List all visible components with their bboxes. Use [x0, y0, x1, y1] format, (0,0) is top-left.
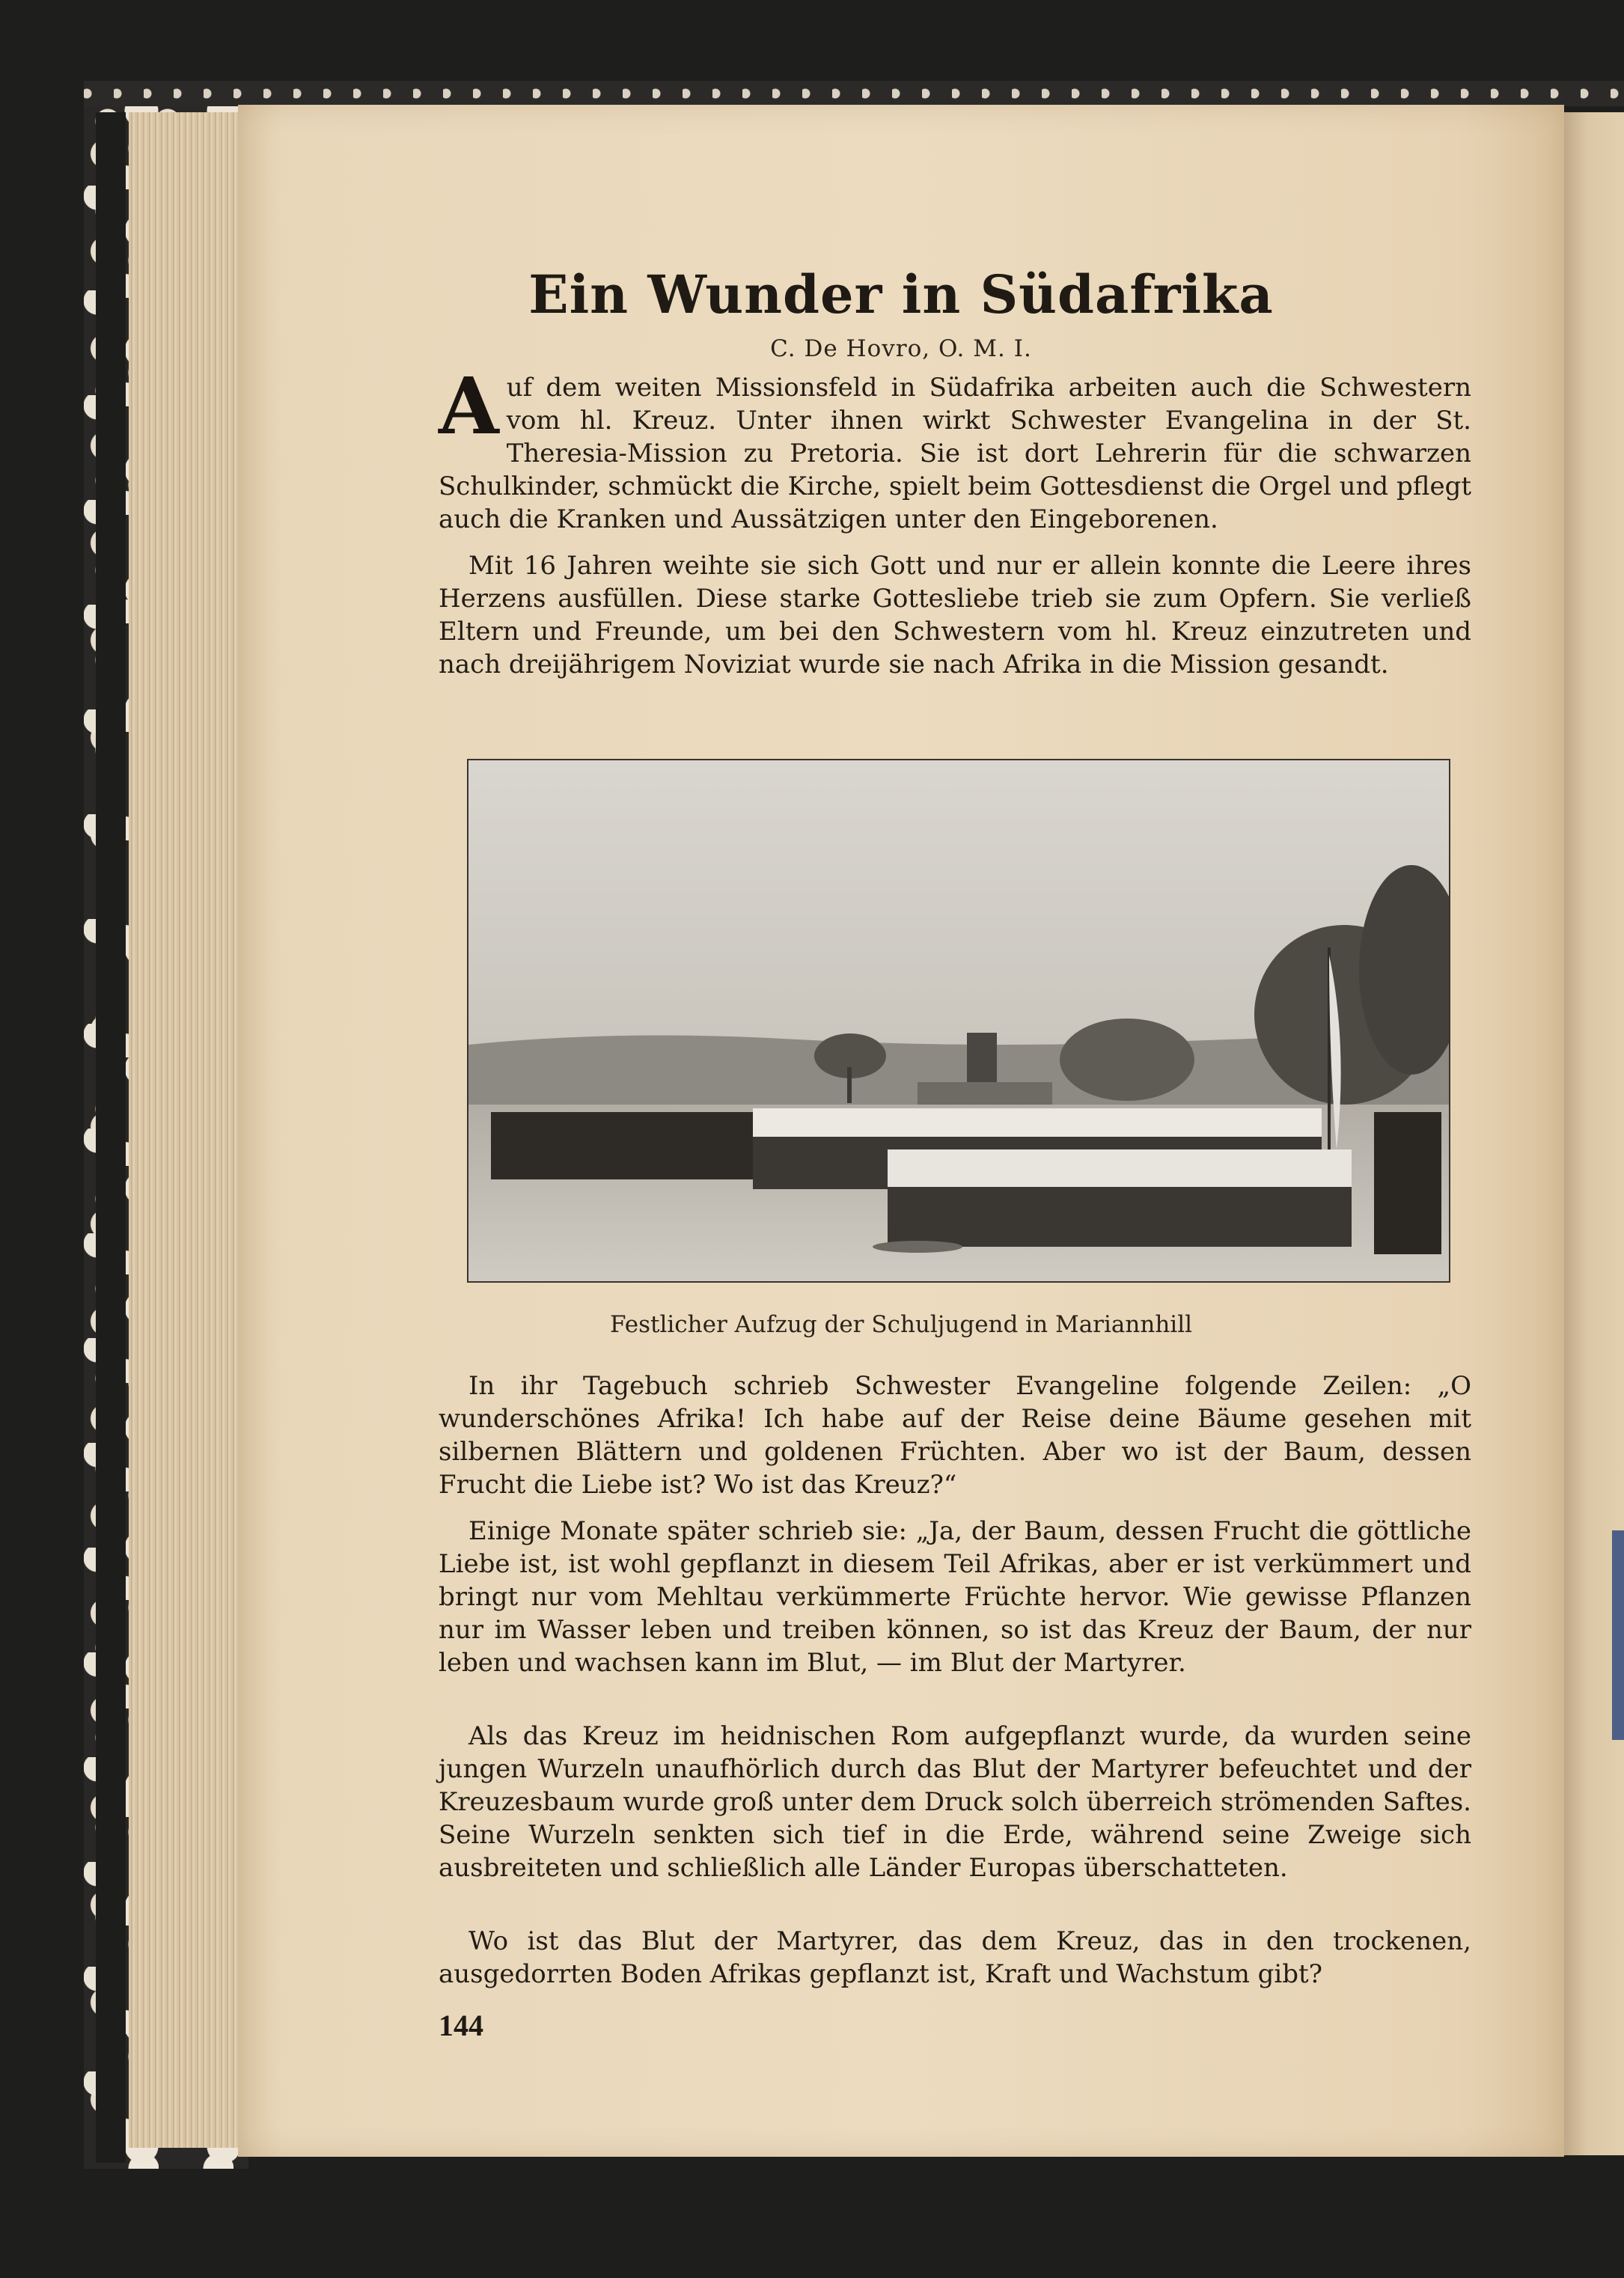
- photo-caption: Festlicher Aufzug der Schuljugend in Mariannhill: [609, 1311, 1193, 1338]
- intro-paragraph: [439, 360, 1471, 536]
- article-title: Ein Wunder in Südafrika: [528, 263, 1274, 326]
- article-author: C. De Hovro, O. M. I.: [770, 335, 1032, 362]
- paragraph-4: Einige Monate später schrieb sie: „Ja, der Baum, dessen Frucht die göttliche Liebe ist, ist wohl gepflanzt in diesem Teil Afrikas, aber er ist verkümmert und bringt nur vom Mehltau verkümmerte Früchte hervor. Wie gewisse Pflanzen nur im Wasser leben und treiben können, so ist das Kreuz der Baum, der nur leben und wachsen kann im Blut, — im Blut der Martyrer.: [439, 1516, 1471, 1678]
- paragraph-2: Mit 16 Jahren weihte sie sich Gott und nur er allein konnte die Leere ihres Herzens ausfüllen. Diese starke Gottesliebe trieb sie zum Opfern. Sie verließ Eltern und Freunde, um bei den Schwestern vom hl. Kreuz einzutreten und nach dreijährigem Noviziat wurde sie nach Afrika in die Mission gesandt.: [439, 551, 1471, 680]
- procession-image: [468, 760, 1449, 1281]
- blue-bookmark-tab: [1612, 1530, 1624, 1740]
- drop-cap: A: [439, 360, 499, 452]
- paragraph-6: Wo ist das Blut der Martyrer, das dem Kreuz, das in den trockenen, ausgedorrten Boden Afrikas gepflanzt ist, Kraft und Wachstum gibt?: [439, 1926, 1471, 1989]
- photo-procession: [467, 759, 1450, 1283]
- binding-spine: [96, 112, 126, 2163]
- paragraph-3: In ihr Tagebuch schrieb Schwester Evangeline folgende Zeilen: „O wunderschönes Afrika! Ich habe auf der Reise deine Bäume gesehen mit silbernen Blättern und goldenen Früchten. Aber wo ist der Baum, dessen Frucht die Liebe ist? Wo ist das Kreuz?“: [439, 1371, 1471, 1500]
- facing-page-edge: [1564, 112, 1624, 2155]
- cover-top-edge: [84, 81, 1624, 106]
- paragraph-5: Als das Kreuz im heidnischen Rom aufgepflanzt wurde, da wurden seine jungen Wurzeln unaufhörlich durch das Blut der Martyrer befeuchtet und der Kreuzesbaum wurde groß unter dem Druck solch überreich strömenden Saftes. Seine Wurzeln senkten sich tief in die Erde, während seine Zweige sich ausbreiteten und schließlich alle Länder Europas überschatteten.: [439, 1721, 1471, 1883]
- page-number: 144: [439, 2009, 483, 2042]
- intro-text: uf dem weiten Missionsfeld in Südafrika arbeiten auch die Schwestern vom hl. Kreuz. Unter ihnen wirkt Schwester Evangelina in der St. Theresia-Mission zu Pretoria. Sie ist dort Lehrerin für die schwarzen Schulkinder, schmückt die Kirche, spielt beim Gottesdienst die Orgel und pflegt auch die Kranken und Aussätzigen unter den Eingeborenen.: [439, 373, 1471, 534]
- page-stack-edges: [129, 112, 242, 2148]
